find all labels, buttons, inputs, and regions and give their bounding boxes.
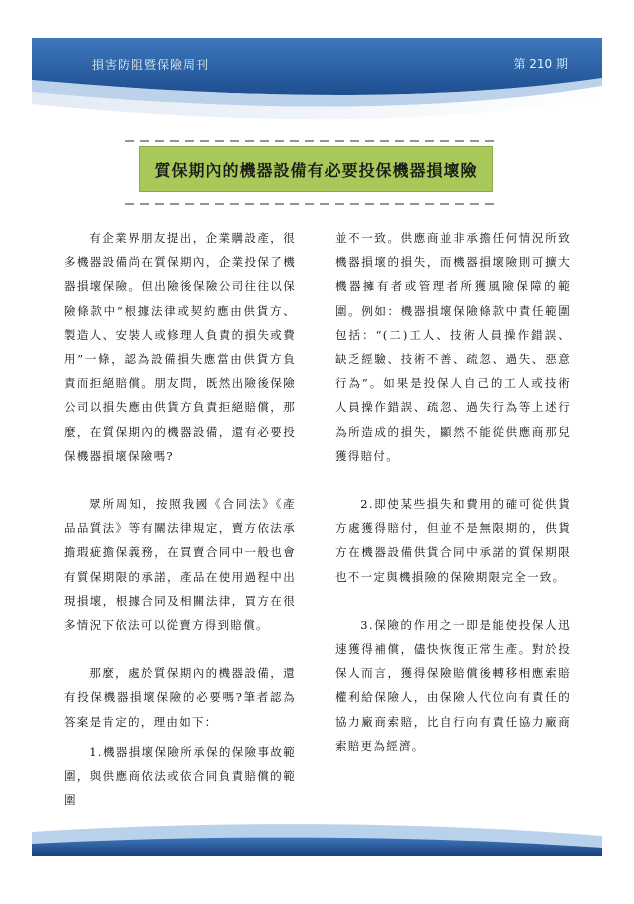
paragraph: 那麼，處於質保期內的機器設備，還有投保機器損壞保險的必要嗎?筆者認為答案是肯定的，理由如下：: [64, 666, 296, 729]
paragraph: 1.機器損壞保險所承保的保險事故範圍，與供應商依法或依合同負責賠償的範圍: [64, 744, 296, 808]
title-banner: [125, 138, 498, 208]
publication-name: 損害防阻暨保險周刊: [92, 58, 210, 72]
page-footer: [0, 810, 634, 900]
page-header: [0, 0, 634, 135]
paragraph: 並不一致。供應商並非承擔任何情況所致機器損壞的損失，而機器損壞險則可擴大機器擁有者或管理者所獲風險保障的範圍。例如：機器損壞保險條款中責任範圍包括：“(二)工人、技術人員操作錯誤、缺乏經驗、技術不善、疏忽、過失、惡意行為”。如果是投保人自己的工人或技術人員操作錯誤、疏忽、過失行為等上述行為所造成的損失，顯然不能從供應商那兒獲得賠付。: [335, 231, 571, 463]
title-box: [139, 146, 493, 192]
paragraph: 眾所周知，按照我國《合同法》《產品品質法》等有關法律規定，賣方依法承擔瑕疵擔保義務，在買賣合同中一般也會有質保期限的承諾，產品在使用過程中出現損壞，根據合同及相關法律，買方在很多情況下依法可以從賣方得到賠償。: [64, 497, 296, 633]
article-title: 質保期內的機器設備有必要投保機器損壞險: [154, 160, 478, 180]
issue-number: 第 210 期: [513, 57, 568, 71]
paragraph: 有企業界朋友提出，企業購設產，很多機器設備尚在質保期內，企業投保了機器損壞保險。但出險後保險公司往往以保險條款中“根據法律或契約應由供貨方、製造人、安裝人或修理人負責的損失或費用”一條，認為設備損失應當由供貨方負責而拒絕賠償。朋友問，既然出險後保險公司以損失應由供貨方負責拒絕賠償，那麼，在質保期內的機器設備，還有必要投保機器損壞保險嗎?: [64, 231, 296, 463]
footer-wave-graphic: [0, 810, 634, 900]
right-column: [335, 226, 571, 758]
paragraph: 2.即使某些損失和費用的確可從供貨方處獲得賠付，但並不是無限期的，供貨方在機器設備供貨合同中承諾的質保期限也不一定與機損險的保險期限完全一致。: [335, 497, 571, 584]
paragraph: 3.保險的作用之一即是能使投保人迅速獲得補償，儘快恢復正常生產。對於投保人而言，獲得保險賠償後轉移相應索賠權利給保險人，由保險人代位向有責任的協力廠商索賠，比自行向有責任協力廠商索賠更為經濟。: [335, 617, 571, 753]
left-column: [64, 226, 296, 812]
